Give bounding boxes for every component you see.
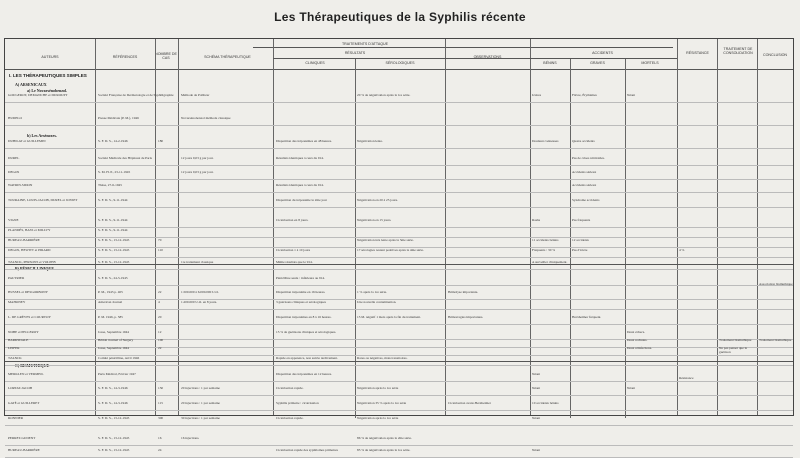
- table-row: [5, 277, 793, 286]
- cell-auteur: HUDELO: [8, 116, 22, 120]
- cell-ref: British Journal of Surgery: [98, 338, 134, 342]
- cell-sero: 20 % de négativation après la 1re série.: [357, 93, 411, 97]
- cell-obs: Hémorragies importantes.: [448, 315, 484, 319]
- cell-clin: Pénicilline seule : inférieure au 914.: [276, 276, 325, 280]
- cell-cas: 12: [158, 330, 162, 334]
- section-arsenoxes: b) Les Arsénoxes.: [27, 133, 57, 138]
- note-consolidation: Ne pas penser que la guérison: [719, 346, 748, 354]
- cell-benins: Fréquents : 30 %: [532, 248, 556, 252]
- cell-cas: 4: [158, 300, 160, 304]
- section-bismuthique: C) BISMUTHIQUE: [15, 363, 50, 368]
- cell-clin: Cicatrisation en 8 jours.: [276, 218, 309, 222]
- cell-auteur: DUHILAT et GUILLEMIN: [8, 139, 46, 143]
- cell-ref: Paris Médical, Février 1947: [98, 372, 136, 376]
- table-row: [5, 140, 793, 149]
- cell-schema: 20 injections : 1 par semaine: [181, 401, 220, 405]
- table-row: [5, 117, 793, 126]
- cell-benins: 10 accidents bénins: [532, 401, 559, 405]
- cell-graves: Quatre accidents: [572, 139, 595, 143]
- cell-sero: Négativation après la 1re série: [357, 386, 399, 390]
- section-divider: [5, 264, 793, 265]
- cell-schema: 12 jours 0,03 g par jour.: [181, 170, 214, 174]
- cell-ref: S. F. D. S., 14-3-1946: [98, 386, 128, 390]
- table-row: [5, 184, 793, 193]
- cell-graves: Pas fréquents: [572, 218, 591, 222]
- cell-mortels: Néant: [627, 386, 636, 390]
- cell-ref: Société Française de Dermatologie et de Syphiligraphie: [98, 93, 174, 97]
- cell-ref: Josse, Septembre 1944: [98, 330, 129, 334]
- cell-ref: S. F. D. S., 9-11-1944: [98, 218, 128, 222]
- note-resistance: Résistance: [679, 376, 694, 380]
- cell-clin: Résultats identiques à ceux du 914.: [276, 183, 324, 187]
- cell-graves: Pas d'ictère: [572, 248, 588, 252]
- header-resistance: RÉSISTANCE: [686, 51, 709, 55]
- cell-auteur: HUSSEL et DESGORBONY: [8, 290, 48, 294]
- cell-ref: S. F. D. S., 13-12-1945: [98, 436, 130, 440]
- header-nombre-cas: NOMBRE DE CAS: [155, 52, 177, 60]
- cell-sero: Négativation après la 1re série: [357, 416, 399, 420]
- section-divider: [5, 361, 793, 362]
- cell-clin: Disparition tréponème en 16 heures.: [276, 290, 326, 294]
- cell-auteur: GOUGEROT, DEMANCHE et DUROUPT: [8, 93, 68, 97]
- cell-auteur: LORTAT-JACOB: [8, 386, 33, 390]
- cell-mortels: Néant: [627, 93, 636, 97]
- cell-schema: Novarsénobenzol méthode classique: [181, 116, 231, 120]
- header-resultats: RÉSULTATS: [344, 51, 366, 55]
- cell-schema: 30 injections : 1 par semaine: [181, 416, 220, 420]
- cell-ref: American Journal: [98, 300, 123, 304]
- cell-auteur: PAUTRIER: [8, 276, 25, 280]
- cell-cas: 180: [158, 139, 164, 143]
- header-traitements-attaque: TRAITEMENTS D'ATTAQUE: [341, 42, 389, 46]
- header-observations: OBSERVATIONS: [473, 55, 502, 59]
- cell-ref: Comité pénicilline, Avril 1946: [98, 356, 140, 360]
- cell-ref: S. F. D. S., 24-5-1945: [98, 276, 128, 280]
- header-mortels: MORTELS: [641, 61, 659, 65]
- cell-sero: 85 % de négativation après la 1re série.: [357, 448, 411, 452]
- cell-cas: 22: [158, 346, 162, 350]
- cell-benins: A surveiller cliniquement.: [532, 260, 568, 264]
- cell-sero: Négativation très lente après la 5me série.: [357, 238, 414, 242]
- cell-auteur: L. DE GRÈVES et COURVOY: [8, 315, 51, 319]
- cell-ref: S. F. D. S., 13-12-1945: [98, 248, 130, 252]
- header-conclusion: CONCLUSION: [763, 53, 787, 57]
- table-row: [5, 316, 793, 325]
- cell-ref: S. F. D. S., 9-11-1944: [98, 228, 128, 232]
- cell-cas: 110: [158, 248, 163, 252]
- cell-graves: Herxheimer fréquent.: [572, 315, 602, 319]
- cell-graves: Fièvre, Érythèmes: [572, 93, 597, 97]
- header-benins: BÉNINS: [543, 61, 557, 65]
- cell-cas: 20: [158, 315, 162, 319]
- cell-auteur: PERRET-GUDENT: [8, 436, 36, 440]
- table-row: [5, 301, 793, 310]
- cell-benins: Néant: [532, 448, 541, 452]
- cell-ref: S. F. D. S., 13-12-1945: [98, 448, 130, 452]
- cell-schema: Méthode de Pollitzer: [181, 93, 210, 97]
- cell-benins: Néant: [532, 386, 541, 390]
- cell-sero: 17 sérologies restent positives après la 4me série.: [357, 248, 424, 252]
- header-traitement-consolidation: TRAITEMENT DE CONSOLIDATION: [723, 47, 753, 55]
- cell-clin: Cicatrisation rapide.: [276, 386, 304, 390]
- cell-ref: S. M. H. P., 23-11-1945: [98, 170, 131, 174]
- cell-cas: 22: [158, 290, 162, 294]
- table-row: [5, 239, 793, 248]
- cell-auteur: BARKSDALE: [8, 338, 29, 342]
- header-references: RÉFÉRENCES: [112, 55, 138, 59]
- cell-graves: Accidents sérieux: [572, 170, 597, 174]
- cell-graves: Pas de crises nitritoïdes.: [572, 156, 605, 160]
- cell-sero: 15 M. négatif 1 mois après la fin du traitement.: [357, 315, 421, 319]
- cell-cas: 70: [158, 238, 162, 242]
- note-conclusion: Association bismuthique: [759, 282, 793, 286]
- cell-auteur: NOBE et PELLEROY: [8, 330, 39, 334]
- cell-clin: Cicatrisation 1 à 10 jours: [276, 248, 311, 252]
- cell-obs: Cicatrisation avant-Herxheimer: [448, 401, 491, 405]
- section-penicillinique: B) PÉNICILLINIQUE: [15, 266, 55, 271]
- cell-graves: Syndrome accidents: [572, 198, 600, 202]
- cell-auteur: TOURAINE, LOUIS-JACOB, DUREL et JOSSET: [8, 198, 78, 202]
- cell-obs: Hémolyse importante.: [448, 290, 479, 294]
- cell-graves: Accidents sérieux: [572, 183, 597, 187]
- table-row: [5, 249, 793, 258]
- cell-benins: Néant: [532, 372, 541, 376]
- cell-clin: 15 % de guérisons cliniques et sérologiques.: [276, 330, 337, 334]
- cell-clin: Syphilis primaire : cicatrisation: [276, 401, 319, 405]
- cell-schema: 16 injections.: [181, 436, 200, 440]
- table-row: [5, 229, 793, 238]
- cell-clin: Disparition des tréponèmes en 48 heures.: [276, 139, 332, 143]
- cell-ref: Thèse, 27-6-1945: [98, 183, 122, 187]
- cell-mortels: Deux échecs.: [627, 330, 646, 334]
- note-conclusion: Traitement bismuthique: [759, 338, 792, 342]
- cell-ref: Presse Médicale (P. M.), 1946: [98, 116, 139, 120]
- cell-auteur: MAHONEY: [8, 300, 26, 304]
- cell-auteur: TZANCK, PERSONS et VOLPEB: [8, 260, 56, 264]
- cell-cas: 300: [158, 416, 164, 420]
- cell-benins: 11 accidents bénins: [532, 238, 559, 242]
- cell-auteur: DUREL: [8, 156, 20, 160]
- cell-clin: Disparition du tréponème le 2me jour: [276, 198, 327, 202]
- cell-clin: Rapide en apparence, non suivie tardivement.: [276, 356, 338, 360]
- cell-ref: S. F. D. S., 13-12-1945: [98, 238, 130, 242]
- cell-sero: 1 % après la 1re série.: [357, 290, 387, 294]
- cell-auteur: GATÉ et GUILLERET: [8, 401, 40, 405]
- cell-cas: 100: [158, 338, 164, 342]
- table-row: [5, 261, 793, 270]
- cell-ref: S. F. D. S., 14-3-1946: [98, 401, 128, 405]
- cell-cas: 24: [158, 448, 162, 452]
- cell-ref: S. F. D. S., 13-12-1945: [98, 260, 130, 264]
- cell-auteur: MERKLEN et VERMEIL: [8, 372, 44, 376]
- cell-schema: 1re traitement classique: [181, 260, 214, 264]
- cell-ref: S. F. D. S., 9-11-1944: [98, 198, 128, 202]
- cell-mortels: Deux rechutes.: [627, 338, 648, 342]
- header-graves: GRAVES: [590, 61, 605, 65]
- table-row: [5, 449, 793, 458]
- table-row: [5, 94, 793, 103]
- cell-benins: Ictères: [532, 93, 542, 97]
- cell-ref: S. F. D. S., 14-2-1946: [98, 139, 128, 143]
- cell-clin: Résultats identiques à ceux du 914.: [276, 156, 324, 160]
- cell-clin: Cicatrisation rapide.: [276, 416, 304, 420]
- note-consolidation: Traitement bismuthique: [719, 338, 752, 342]
- table-row: [5, 387, 793, 396]
- cell-sero: Une nouvelle contamination.: [357, 300, 397, 304]
- section-arsenicaux: A) ARSENICAUX: [15, 82, 47, 87]
- cell-cas: 115: [158, 401, 163, 405]
- table-row: [5, 347, 793, 356]
- cell-schema: 12 jours 0,03 g par jour.: [181, 156, 214, 160]
- page-title: Les Thérapeutiques de la Syphilis récente: [274, 10, 526, 24]
- header-cliniques: CLINIQUES: [305, 61, 325, 65]
- cell-benins: Rashs: [532, 218, 541, 222]
- table-row: [5, 219, 793, 228]
- table-row: [5, 291, 793, 300]
- cell-graves: 12 accidents: [572, 238, 589, 242]
- cell-auteur: DEGOS, HEWITT et PIRARD: [8, 248, 51, 252]
- therapeutics-table: [4, 38, 794, 452]
- cell-sero: 86 % de négativation après la 2me série.: [357, 436, 412, 440]
- table-row: [5, 402, 793, 411]
- note-resistance: 4 %: [679, 248, 685, 252]
- cell-mortels: Deux réinfections.: [627, 346, 653, 350]
- header-auteurs: AUTEURS: [41, 55, 59, 59]
- header-schema: SCHÉMA THÉRAPEUTIQUE: [204, 55, 251, 59]
- table-row: [5, 417, 793, 426]
- cell-cas: 150: [158, 386, 164, 390]
- cell-auteur: BUREAU-BARRIÈRE: [8, 448, 40, 452]
- table-row: [5, 171, 793, 180]
- table-row: [5, 157, 793, 166]
- header-accidents: ACCIDENTS: [592, 51, 613, 55]
- cell-auteur: PLANDÉS, BASS et MILLVY: [8, 228, 51, 232]
- cell-ref: Société Médicale des Hôpitaux de Paris: [98, 156, 152, 160]
- cell-auteur: TZANCK: [8, 356, 22, 360]
- table-row: [5, 199, 793, 208]
- cell-sero: Rares ou négatives, mais transitoires.: [357, 356, 408, 360]
- table-row: [5, 373, 793, 382]
- cell-ref: P. M., 1945 p. 405: [98, 290, 123, 294]
- cell-benins: Douleurs veineuses: [532, 139, 559, 143]
- cell-ref: P. M. 1946, p. 585: [98, 315, 123, 319]
- cell-auteur: WATRIN-SIDON: [8, 183, 33, 187]
- cell-schema: 20 injections : 1 par semaine: [181, 386, 220, 390]
- cell-clin: 3 guérisons cliniques et sérologiques: [276, 300, 326, 304]
- cell-cas: 16: [158, 436, 162, 440]
- cell-clin: Cicatrisation rapide des syphilomes primaires: [276, 448, 338, 452]
- section-novarsenobenzol: a) Le Novarsénobenzol.: [27, 88, 68, 93]
- cell-ref: Josse, Septembre 1944: [98, 346, 129, 350]
- cell-schema: 1.200.000 U.O. en 8 jours.: [181, 300, 218, 304]
- cell-clin: Disparition tréponèmes en 8 à 16 heures.: [276, 315, 332, 319]
- cell-sero: Négativation en 20 à 25 jours.: [357, 198, 398, 202]
- header-serologiques: SÉROLOGIQUES: [385, 61, 415, 65]
- cell-auteur: LEIFER: [8, 346, 20, 350]
- section-simples: I. LES THÉRAPEUTIQUES SIMPLES: [9, 73, 87, 78]
- cell-clin: Disparition des tréponèmes en 12 heures.: [276, 372, 332, 376]
- cell-auteur: VIGNE: [8, 218, 19, 222]
- cell-benins: Néant: [532, 416, 541, 420]
- cell-auteur: RONNIER: [8, 416, 24, 420]
- cell-auteur: DEGOS: [8, 170, 20, 174]
- cell-auteur: BUREAU-BARRIÈRE: [8, 238, 40, 242]
- cell-sero: Négativation lente.: [357, 139, 383, 143]
- cell-ref: S. F. D. S., 13-12-1945: [98, 416, 130, 420]
- cell-sero: Négativation en 15 jours.: [357, 218, 392, 222]
- table-row: [5, 437, 793, 446]
- cell-schema: 1.500.000 à 6.000.000 U.O.: [181, 290, 219, 294]
- cell-clin: Même résultats que le 914.: [276, 260, 313, 264]
- cell-sero: Négativation 35 % après la 1re série: [357, 401, 407, 405]
